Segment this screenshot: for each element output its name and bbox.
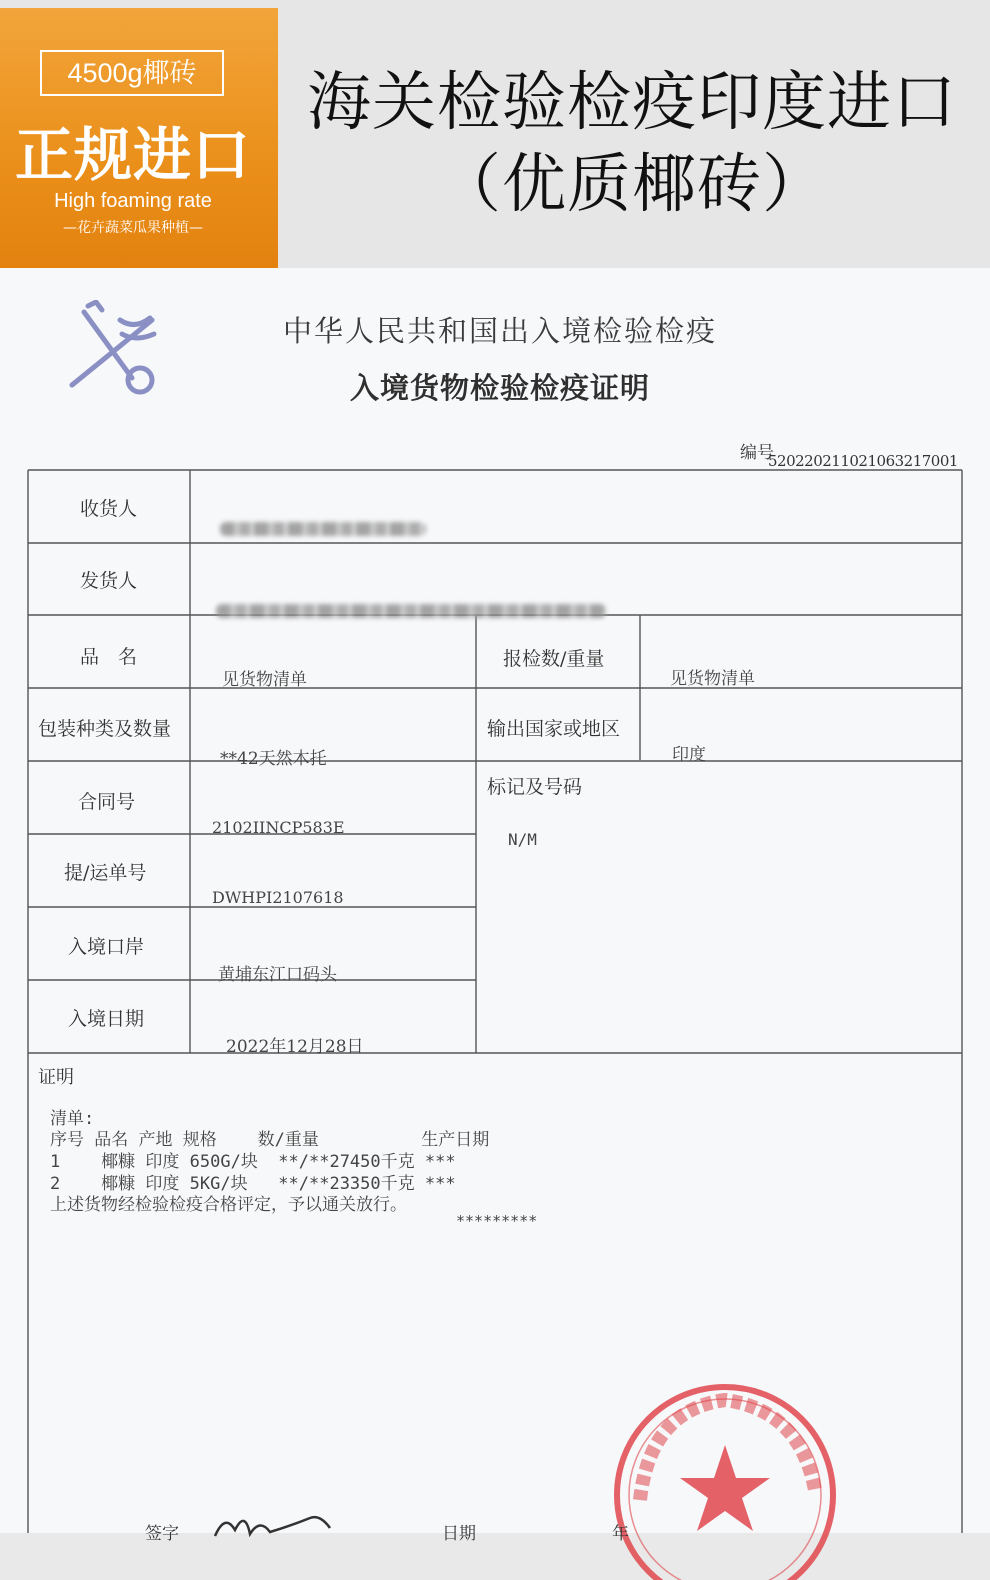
headline-line-2: （优质椰砖） xyxy=(437,148,827,222)
badge-subtitle-cn: —花卉蔬菜瓜果种植— xyxy=(63,220,203,236)
official-seal-icon xyxy=(610,1380,860,1580)
goods-list-heading: 清单: xyxy=(50,1109,95,1129)
certify-label: 证明 xyxy=(38,1067,74,1088)
origin-country-label: 输出国家或地区 xyxy=(487,718,621,740)
entry-port-label: 入境口岸 xyxy=(68,936,145,958)
end-marker: ********* xyxy=(456,1212,538,1230)
contract-number-label: 合同号 xyxy=(78,791,136,813)
headline-line-1: 海关检验检疫印度进口 xyxy=(307,66,957,140)
bill-of-lading-label: 提/运单号 xyxy=(64,862,147,884)
product-name-value: 见货物清单 xyxy=(222,670,307,690)
consignor-label: 发货人 xyxy=(80,570,138,592)
packing-label: 包装种类及数量 xyxy=(38,718,172,740)
consignee-label: 收货人 xyxy=(80,498,138,520)
origin-country-value: 印度 xyxy=(672,745,706,765)
entry-port-value: 黄埔东江口码头 xyxy=(218,965,337,985)
promo-badge xyxy=(0,8,278,268)
consignor-value-redacted xyxy=(216,604,606,618)
signature-icon xyxy=(210,1508,350,1538)
badge-title: 正规进口 xyxy=(14,121,251,189)
weight-tag: 4500g椰砖 xyxy=(40,50,224,96)
quantity-weight-label: 报检数/重量 xyxy=(503,648,605,670)
quantity-weight-value: 见货物清单 xyxy=(670,669,755,689)
entry-date-label: 入境日期 xyxy=(68,1008,145,1030)
consignee-value-redacted xyxy=(220,522,426,536)
certificate-authority: 中华人民共和国出入境检验检疫 xyxy=(282,314,717,348)
customs-emblem-icon xyxy=(62,300,172,400)
product-name-label: 品 名 xyxy=(80,646,138,668)
serial-label: 编号 xyxy=(740,443,774,463)
footer-date-label: 日期 xyxy=(442,1524,476,1544)
packing-value: **42天然木托 xyxy=(220,749,327,769)
goods-list-row-1: 1 椰糠 印度 650G/块 **/**27450千克 *** xyxy=(50,1152,456,1172)
banner-headline xyxy=(296,62,968,226)
certify-conclusion: 上述货物经检验检疫合格评定，予以通关放行。 xyxy=(50,1195,407,1215)
marks-value: N/M xyxy=(508,830,537,849)
signature-label: 签字 xyxy=(145,1524,179,1544)
bill-of-lading-value: DWHPI2107618 xyxy=(212,888,344,907)
marks-label: 标记及号码 xyxy=(487,776,583,798)
badge-subtitle-en: High foaming rate xyxy=(54,190,212,212)
entry-date-value: 2022年12月28日 xyxy=(226,1037,364,1057)
certificate-title: 入境货物检验检疫证明 xyxy=(349,371,650,405)
promo-banner xyxy=(0,0,990,268)
goods-list-header: 序号 品名 产地 规格 数/重量 生产日期 xyxy=(50,1130,490,1150)
goods-list-row-2: 2 椰糠 印度 5KG/块 **/**23350千克 *** xyxy=(50,1174,456,1194)
contract-number-value: 2102IINCP583E xyxy=(212,818,345,837)
serial-number: 520220211021063217001 xyxy=(768,452,958,470)
footer-year-text: 年 xyxy=(612,1524,629,1544)
